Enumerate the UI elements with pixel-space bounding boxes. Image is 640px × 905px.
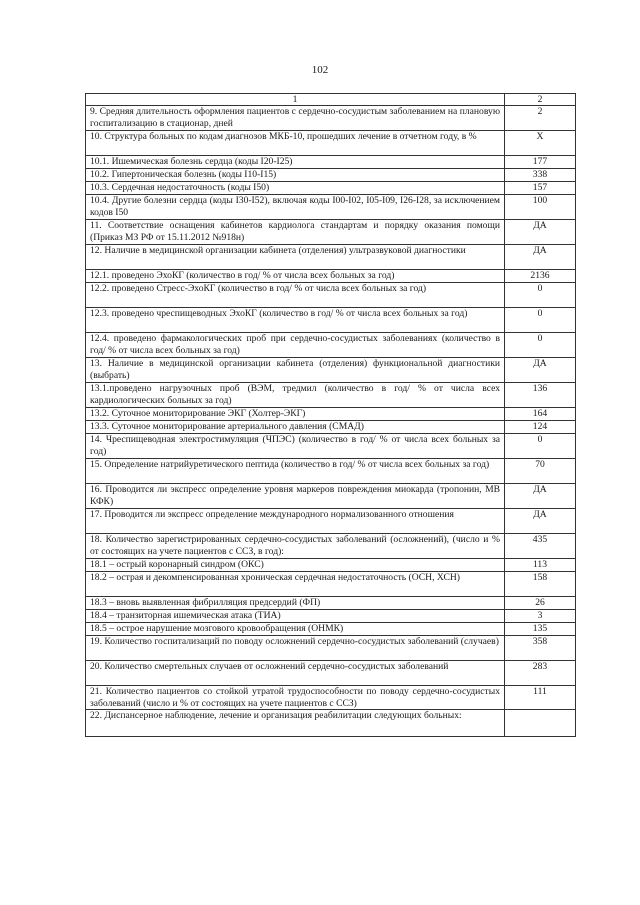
table-row: [86, 283, 576, 308]
indicator-value: 2: [505, 106, 576, 131]
indicator-text: 10. Структура больных по кодам диагнозов МКБ-10, прошедших лечение в отчетном году, в %: [86, 131, 505, 156]
indicator-value: Х: [505, 131, 576, 156]
table-row: [86, 559, 576, 572]
indicator-value: ДА: [505, 358, 576, 383]
indicator-value: 283: [505, 661, 576, 686]
table-header-row: [86, 94, 576, 106]
indicator-text: 18.5 – острое нарушение мозгового кровообращения (ОНМК): [86, 623, 505, 636]
indicator-text: 10.2. Гипертоническая болезнь (коды I10-I15): [86, 169, 505, 182]
indicator-value: 0: [505, 434, 576, 459]
indicator-text: 17. Проводится ли экспресс определение международного нормализованного отношения: [86, 509, 505, 534]
table-row: [86, 220, 576, 245]
indicator-text: 15. Определение натрийуретического пептида (количество в год/ % от числа всех больных за год): [86, 459, 505, 484]
indicator-text: 11. Соответствие оснащения кабинетов кардиолога стандартам и порядку оказания помощи (Приказ МЗ РФ от 15.11.2012 №918н): [86, 220, 505, 245]
indicator-value: 158: [505, 572, 576, 597]
indicator-text: 13.1.проведено нагрузочных проб (ВЭМ, тредмил (количество в год/ % от числа всех кардиологических больных за год): [86, 383, 505, 408]
indicator-text: 18.4 – транзиторная ишемическая атака (ТИА): [86, 610, 505, 623]
indicator-value: 157: [505, 182, 576, 195]
page-number: 102: [311, 64, 329, 76]
table-row: [86, 636, 576, 661]
table-row: [86, 169, 576, 182]
indicator-value: 100: [505, 195, 576, 220]
indicator-value: 135: [505, 623, 576, 636]
indicator-text: 10.3. Сердечная недостаточность (коды I50): [86, 182, 505, 195]
table-row: [86, 421, 576, 434]
indicator-text: 13.3. Суточное мониторирование артериального давления (СМАД): [86, 421, 505, 434]
table-row: [86, 623, 576, 636]
table-row: [86, 408, 576, 421]
table-row: [86, 245, 576, 270]
indicator-value: 0: [505, 283, 576, 308]
table-row: [86, 597, 576, 610]
indicator-value: 2136: [505, 270, 576, 283]
column-header-indicator: 1: [86, 94, 505, 106]
indicator-text: 12.2. проведено Стресс-ЭхоКГ (количество в год/ % от числа всех больных за год): [86, 283, 505, 308]
table-row: [86, 383, 576, 408]
indicator-value: [505, 710, 576, 737]
table-row: [86, 195, 576, 220]
indicator-text: 10.1. Ишемическая болезнь сердца (коды I20-I25): [86, 156, 505, 169]
table-row: [86, 434, 576, 459]
indicator-value: 26: [505, 597, 576, 610]
indicator-text: 13. Наличие в медицинской организации кабинета (отделения) функциональной диагностики (выбрать): [86, 358, 505, 383]
indicator-value: 3: [505, 610, 576, 623]
indicator-text: 13.2. Суточное мониторирование ЭКГ (Холтер-ЭКГ): [86, 408, 505, 421]
indicator-text: 14. Чреспищеводная электростимуляция (ЧПЭС) (количество в год/ % от числа всех больных за год): [86, 434, 505, 459]
indicator-text: 10.4. Другие болезни сердца (коды I30-I52), включая коды I00-I02, I05-I09, I26-I28, за исключением кодов I50: [86, 195, 505, 220]
indicator-value: 435: [505, 534, 576, 559]
indicator-value: ДА: [505, 484, 576, 509]
table-row: [86, 572, 576, 597]
indicator-text: 18.1 – острый коронарный синдром (ОКС): [86, 559, 505, 572]
indicator-text: 19. Количество госпитализаций по поводу осложнений сердечно-сосудистых заболеваний (случаев): [86, 636, 505, 661]
indicator-value: 358: [505, 636, 576, 661]
table-row: [86, 509, 576, 534]
indicator-value: ДА: [505, 509, 576, 534]
indicator-text: 20. Количество смертельных случаев от осложнений сердечно-сосудистых заболеваний: [86, 661, 505, 686]
table-row: [86, 610, 576, 623]
indicator-text: 22. Диспансерное наблюдение, лечение и организация реабилитации следующих больных:: [86, 710, 505, 737]
indicator-text: 12. Наличие в медицинской организации кабинета (отделения) ультразвуковой диагностики: [86, 245, 505, 270]
table-row: [86, 182, 576, 195]
indicator-text: 18.2 – острая и декомпенсированная хроническая сердечная недостаточность (ОСН, ХСН): [86, 572, 505, 597]
indicator-table: [85, 93, 576, 737]
indicator-text: 18.3 – вновь выявленная фибрилляция предсердий (ФП): [86, 597, 505, 610]
indicator-value: 0: [505, 333, 576, 358]
indicator-value: ДА: [505, 220, 576, 245]
column-header-value: 2: [505, 94, 576, 106]
indicator-value: 0: [505, 308, 576, 333]
table-row: [86, 333, 576, 358]
table-row: [86, 106, 576, 131]
indicator-text: 21. Количество пациентов со стойкой утратой трудоспособности по поводу сердечно-сосудистых заболеваний (число и % от состоящих на учете пациентов с ССЗ): [86, 686, 505, 710]
table-row: [86, 270, 576, 283]
table-row: [86, 710, 576, 737]
indicator-value: 177: [505, 156, 576, 169]
table-row: [86, 484, 576, 509]
indicator-value: 136: [505, 383, 576, 408]
table-row: [86, 358, 576, 383]
indicator-value: 164: [505, 408, 576, 421]
indicator-text: 12.3. проведено чреспищеводных ЭхоКГ (количество в год/ % от числа всех больных за год): [86, 308, 505, 333]
indicator-text: 9. Средняя длительность оформления пациентов с сердечно-сосудистым заболеванием на плановую госпитализацию в стационар, дней: [86, 106, 505, 131]
indicator-text: 12.1. проведено ЭхоКГ (количество в год/ % от числа всех больных за год): [86, 270, 505, 283]
table-row: [86, 156, 576, 169]
table-row: [86, 534, 576, 559]
table-row: [86, 661, 576, 686]
indicator-value: 70: [505, 459, 576, 484]
indicator-text: 18. Количество зарегистрированных сердечно-сосудистых заболеваний (осложнений), (число и % от состоящих на учете пациентов с ССЗ, в год):: [86, 534, 505, 559]
indicator-value: 113: [505, 559, 576, 572]
indicator-value: ДА: [505, 245, 576, 270]
table-row: [86, 686, 576, 710]
indicator-text: 12.4. проведено фармакологических проб при сердечно-сосудистых заболеваниях (количество в год/ % от числа всех больных за год): [86, 333, 505, 358]
indicator-text: 16. Проводится ли экспресс определение уровня маркеров повреждения миокарда (тропонин, МВ КФК): [86, 484, 505, 509]
indicator-value: 111: [505, 686, 576, 710]
table-row: [86, 459, 576, 484]
table-row: [86, 308, 576, 333]
table-row: [86, 131, 576, 156]
indicator-value: 338: [505, 169, 576, 182]
indicator-value: 124: [505, 421, 576, 434]
